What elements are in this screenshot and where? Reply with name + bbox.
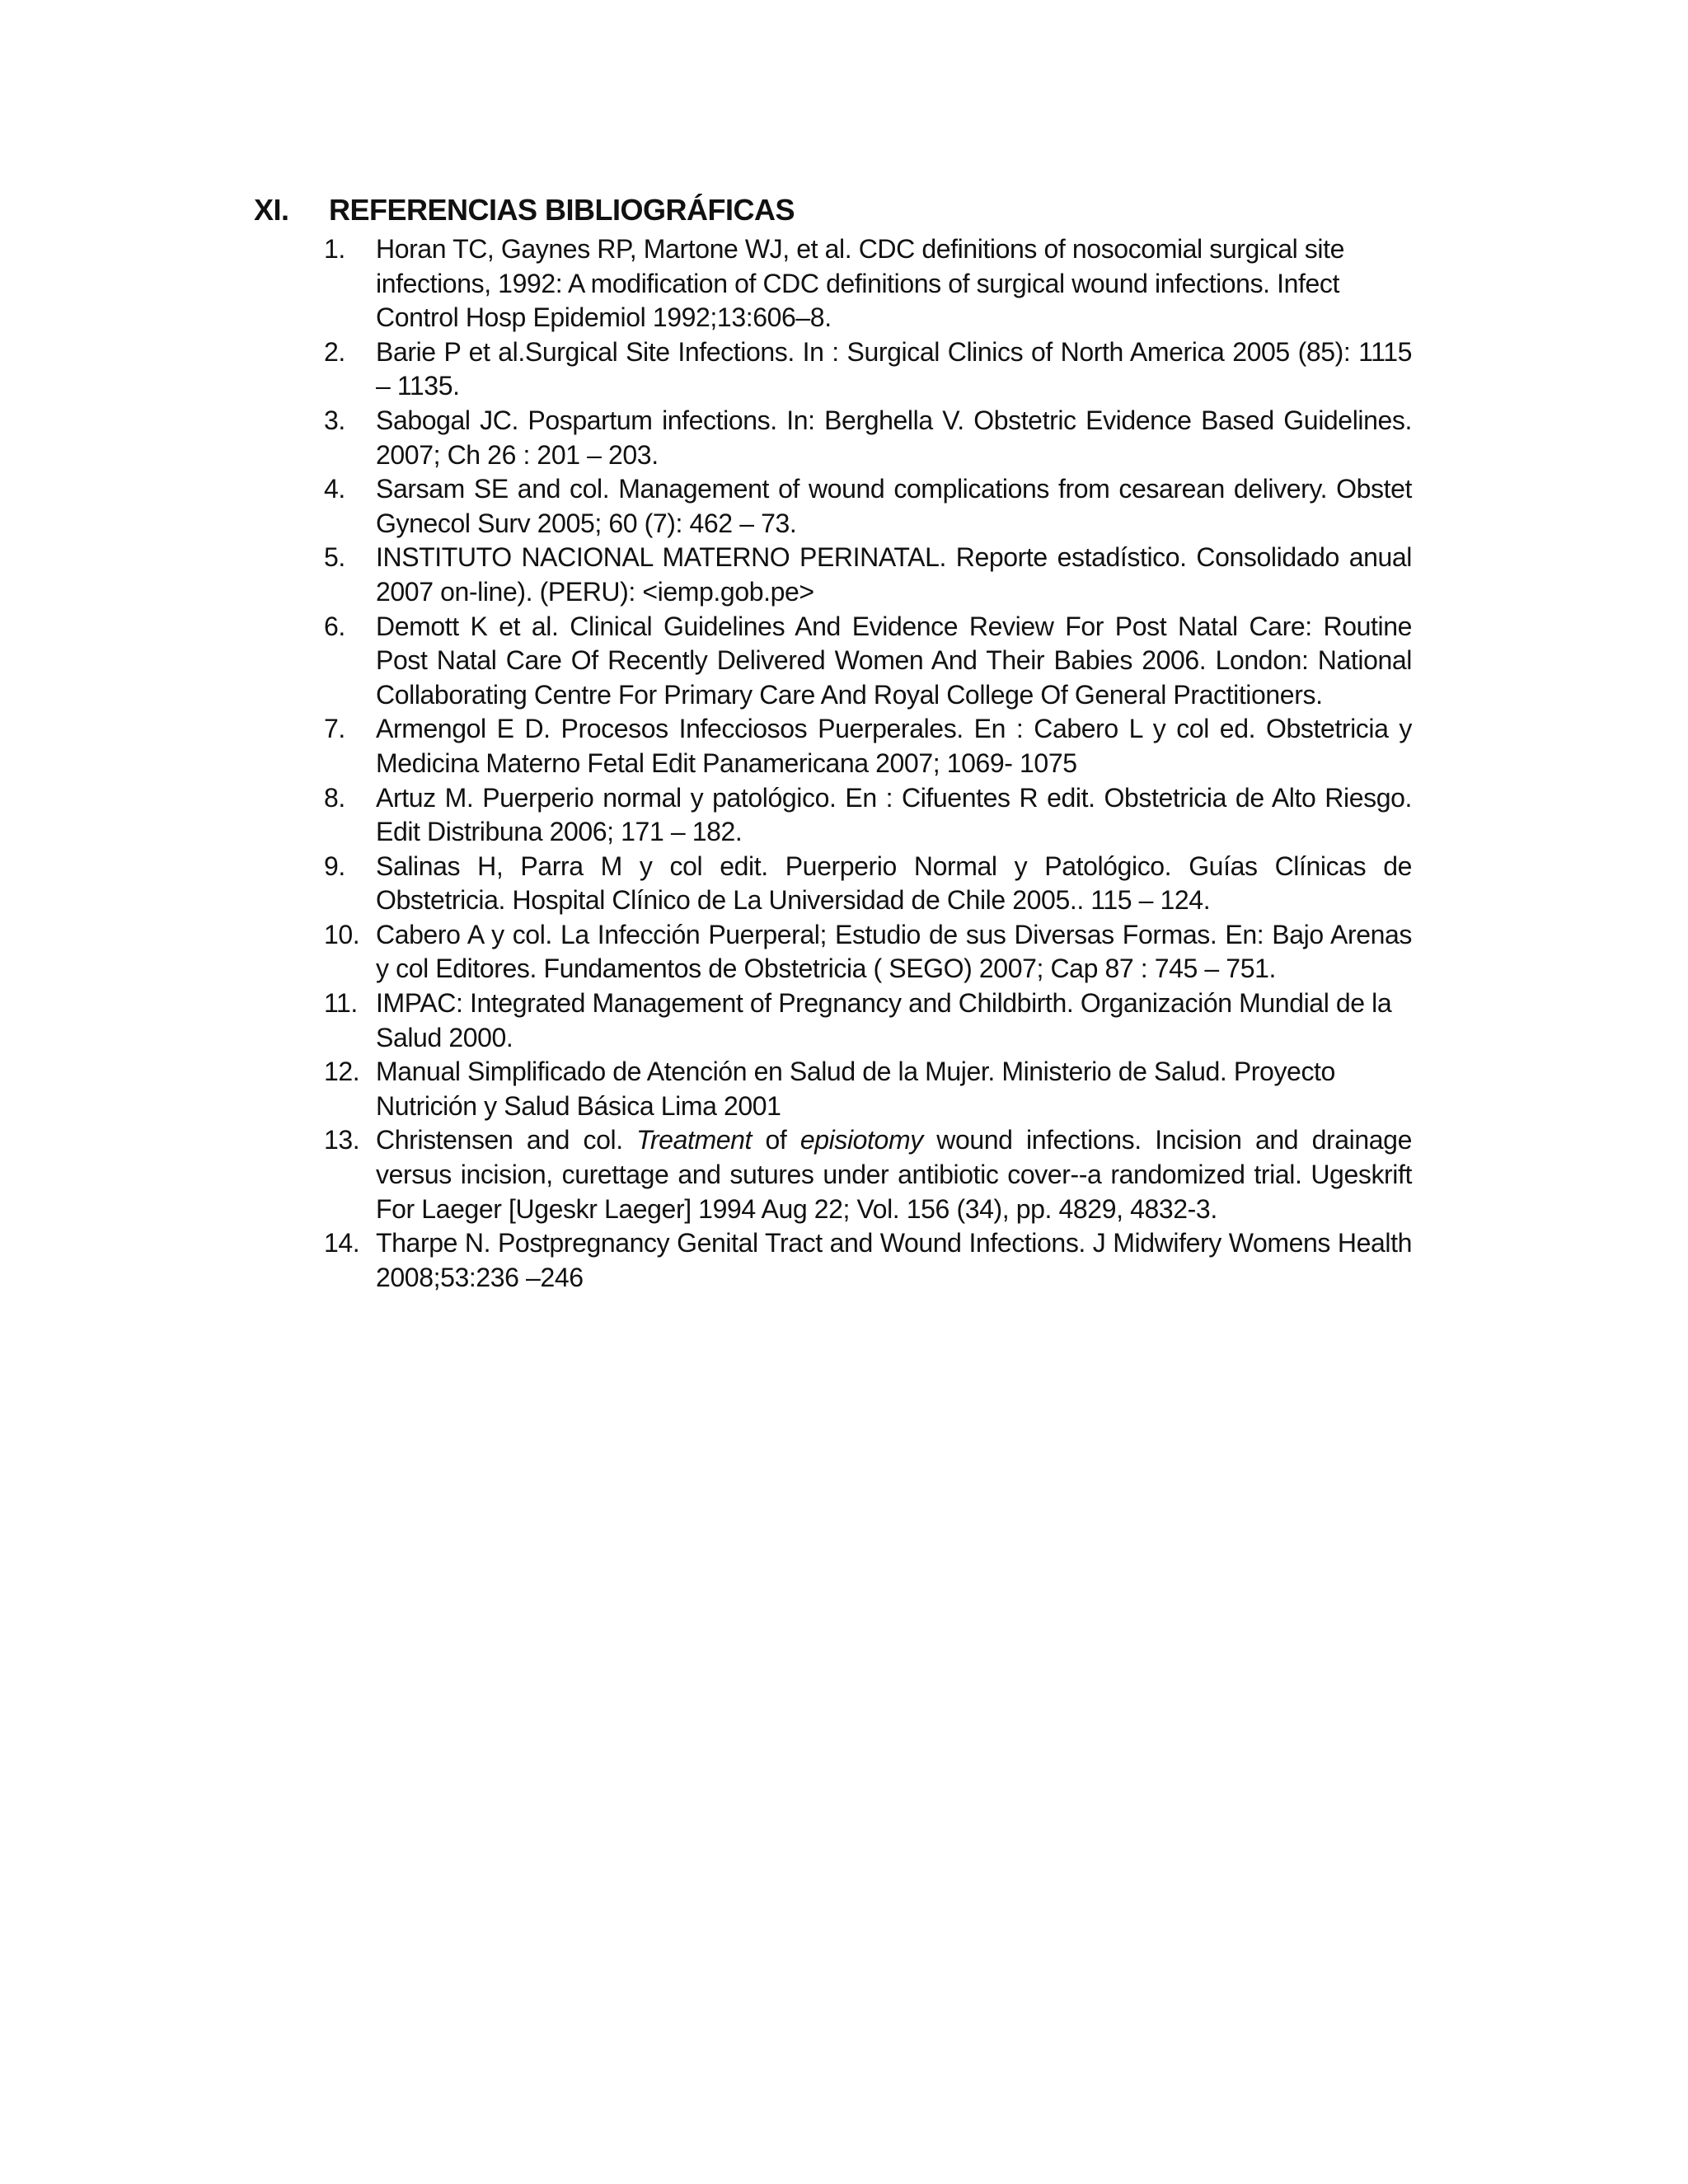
reference-italic-term: episiotomy: [799, 1125, 923, 1155]
reference-text: Demott K et al. Clinical Guidelines And Evidence Review For Post Natal Care: Routine Post Natal Care Of Recently Delivered Women And Their Babies 2006. London: National Collaborating Centre For Primary Care And Royal College Of General Practitioners.: [376, 611, 1412, 710]
reference-text: Barie P et al.Surgical Site Infections. In : Surgical Clinics of North America 2005 (85): 1115 – 1135.: [376, 336, 1412, 401]
reference-text: Sarsam SE and col. Management of wound complications from cesarean delivery. Obstet Gynecol Surv 2005; 60 (7): 462 – 73.: [376, 474, 1412, 538]
reference-item: [324, 918, 1412, 987]
reference-number: 10.: [324, 919, 360, 949]
reference-item: [324, 232, 1412, 335]
reference-number: 5.: [324, 542, 345, 573]
reference-number: 3.: [324, 405, 345, 435]
reference-item: [324, 1226, 1412, 1295]
reference-item: [324, 850, 1412, 918]
section-title: REFERENCIAS BIBLIOGRÁFICAS: [329, 193, 795, 227]
reference-number: 11.: [324, 988, 358, 1019]
reference-item: [324, 987, 1412, 1055]
reference-text: Artuz M. Puerperio normal y patológico. En : Cifuentes R edit. Obstetricia de Alto Riesgo. Edit Distribuna 2006; 171 – 182.: [376, 782, 1412, 847]
reference-item: [324, 610, 1412, 713]
reference-text: Sabogal JC. Pospartum infections. In: Berghella V. Obstetric Evidence Based Guidelines. 2007; Ch 26 : 201 – 203.: [376, 405, 1412, 470]
reference-item: [324, 472, 1412, 541]
reference-text-part: Christensen and col.: [376, 1125, 637, 1155]
reference-item: [324, 781, 1412, 850]
section-number: XI.: [254, 193, 289, 227]
reference-text: Tharpe N. Postpregnancy Genital Tract and Wound Infections. J Midwifery Womens Health 2008;53:236 –246: [376, 1228, 1412, 1292]
reference-item: [324, 1123, 1412, 1226]
reference-text: Horan TC, Gaynes RP, Martone WJ, et al. CDC definitions of nosocomial surgical site infections, 1992: A modification of CDC definitions of surgical wound infections. Infect Control Hosp Epidemiol 1992;13:606–8.: [376, 234, 1345, 333]
reference-text-part: wound infections. Incision and drainage versus incision, curettage and sutures under antibiotic cover--a randomized trial. Ugeskrift For Laeger [Ugeskr Laeger] 1994 Aug 22; Vol. 156 (34), pp. 4829, 4832-3.: [376, 1125, 1412, 1224]
reference-number: 14.: [324, 1228, 360, 1258]
reference-item: [324, 335, 1412, 404]
reference-number: 6.: [324, 611, 345, 641]
reference-text-part: of: [752, 1125, 800, 1155]
reference-text: Salinas H, Parra M y col edit. Puerperio Normal y Patológico. Guías Clínicas de Obstetricia. Hospital Clínico de La Universidad de Chile 2005.. 115 – 124.: [376, 851, 1412, 916]
reference-text: INSTITUTO NACIONAL MATERNO PERINATAL. Reporte estadístico. Consolidado anual 2007 on-line). (PERU): <iemp.gob.pe>: [376, 542, 1412, 607]
reference-item: [324, 541, 1412, 609]
reference-italic-term: Treatment: [636, 1125, 753, 1155]
reference-number: 7.: [324, 714, 345, 744]
reference-number: 2.: [324, 336, 345, 367]
reference-item: [324, 712, 1412, 780]
reference-number: 8.: [324, 782, 345, 813]
reference-text: [376, 1123, 1412, 1226]
reference-text: Manual Simplificado de Atención en Salud de la Mujer. Ministerio de Salud. Proyecto Nutrición y Salud Básica Lima 2001: [376, 1057, 1335, 1121]
reference-text: Armengol E D. Procesos Infecciosos Puerperales. En : Cabero L y col ed. Obstetricia y Medicina Materno Fetal Edit Panamericana 2007; 1069- 1075: [376, 714, 1412, 778]
reference-number: 9.: [324, 851, 345, 881]
reference-number: 12.: [324, 1057, 360, 1087]
reference-number: 13.: [324, 1125, 360, 1155]
reference-item: [324, 1055, 1412, 1123]
reference-number: 1.: [324, 234, 345, 264]
reference-text: Cabero A y col. La Infección Puerperal; Estudio de sus Diversas Formas. En: Bajo Arenas y col Editores. Fundamentos de Obstetricia ( SEGO) 2007; Cap 87 : 745 – 751.: [376, 919, 1412, 984]
section-heading: [254, 192, 1490, 228]
reference-text: IMPAC: Integrated Management of Pregnancy and Childbirth. Organización Mundial de la Salud 2000.: [376, 988, 1392, 1052]
reference-number: 4.: [324, 474, 345, 504]
reference-item: [324, 404, 1412, 472]
reference-list: [324, 232, 1412, 1295]
